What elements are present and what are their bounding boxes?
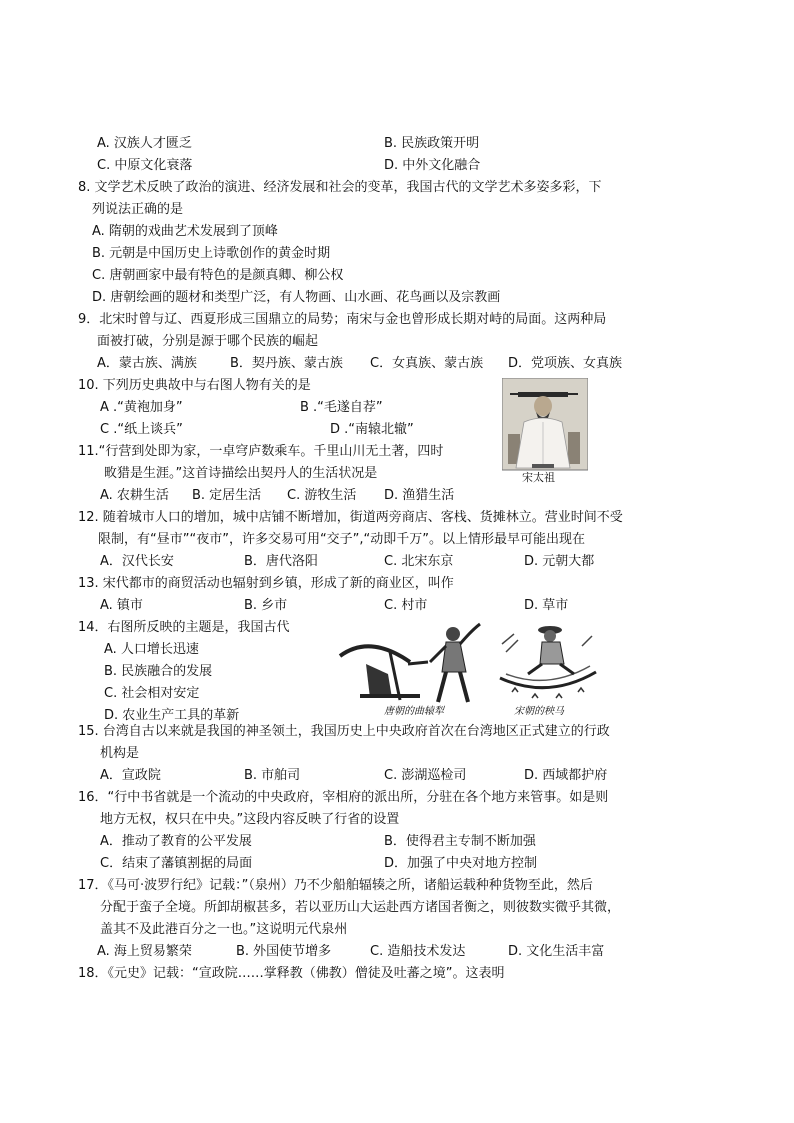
q7-option-d: D. 中外文化融合 [384, 158, 481, 173]
q11-option-d: D. 渔猎生活 [384, 488, 455, 503]
q8-stem-line2: 列说法正确的是 [92, 202, 184, 217]
q8-option-c: C. 唐朝画家中最有特色的是颜真卿、柳公权 [92, 268, 344, 283]
q12-option-d: D. 元朝大都 [524, 554, 595, 569]
q8-option-b: B. 元朝是中国历史上诗歌创作的黄金时期 [92, 246, 331, 261]
q13-stem: 13. 宋代都市的商贸活动也辐射到乡镇，形成了新的商业区，叫作 [78, 576, 454, 591]
q12-stem-line1: 12. 随着城市人口的增加，城中店铺不断增加，街道两旁商店、客栈、货摊林立。营业时间不受 [78, 510, 623, 525]
q14-option-c: C. 社会相对安定 [104, 686, 200, 701]
q14-option-d: D. 农业生产工具的革新 [104, 708, 240, 723]
q10-option-a: A .“黄袍加身” [100, 400, 183, 415]
q9-option-c: C．女真族、蒙古族 [370, 356, 484, 371]
q10-stem: 10. 下列历史典故中与右图人物有关的是 [78, 378, 311, 393]
q14-option-a: A. 人口增长迅速 [104, 642, 199, 657]
q10-option-d: D .“南辕北辙” [330, 422, 414, 437]
q15-stem-line1: 15. 台湾自古以来就是我国的神圣领土，我国历史上中央政府首次在台湾地区正式建立的行政 [78, 724, 610, 739]
q15-option-c: C. 澎湖巡检司 [384, 768, 467, 783]
q13-option-b: B. 乡市 [244, 598, 288, 613]
q16-option-a: A．推动了教育的公平发展 [100, 834, 252, 849]
q15-option-d: D. 西域都护府 [524, 768, 608, 783]
q7-option-c: C. 中原文化衰落 [97, 158, 193, 173]
q15-option-b: B. 市舶司 [244, 768, 301, 783]
q12-option-b: B．唐代洛阳 [244, 554, 318, 569]
q8-stem-line1: 8. 文学艺术反映了政治的演进、经济发展和社会的变革，我国古代的文学艺术多姿多彩，下 [78, 180, 602, 195]
q9-option-a: A．蒙古族、满族 [97, 356, 197, 371]
q8-option-d: D. 唐朝绘画的题材和类型广泛，有人物画、山水画、花鸟画以及宗教画 [92, 290, 501, 305]
q17-stem-line1: 17．《马可·波罗行纪》记载：”（泉州）乃不少船舶辐辏之所，诸船运载种种货物至此，然后 [78, 878, 593, 893]
q17-stem-line3: 盖其不及此港百分之一也。”这说明元代泉州 [100, 922, 348, 937]
q16-option-d: D．加强了中央对地方控制 [384, 856, 538, 871]
q8-option-a: A. 隋朝的戏曲艺术发展到了顶峰 [92, 224, 278, 239]
portrait-caption: 宋太祖 [522, 471, 555, 484]
plow-caption: 唐朝的曲辕犁 [384, 706, 444, 717]
q12-option-c: C. 北宋东京 [384, 554, 454, 569]
q11-option-a: A. 农耕生活 [100, 488, 169, 503]
q16-option-b: B．使得君主专制不断加强 [384, 834, 536, 849]
q13-option-d: D. 草市 [524, 598, 569, 613]
curved-shaft-plow-figure [330, 616, 490, 722]
q10-option-c: C .“纸上谈兵” [100, 422, 183, 437]
q9-stem-line2: 面被打破，分别是源于哪个民族的崛起 [97, 334, 319, 349]
q11-stem-line2: 畋猎是生涯。”这首诗描绘出契丹人的生活状况是 [104, 466, 378, 481]
q17-option-a: A. 海上贸易繁荣 [97, 944, 192, 959]
q9-option-d: D．党项族、女真族 [508, 356, 623, 371]
q10-option-b: B .“毛遂自荐” [300, 400, 383, 415]
q17-option-d: D. 文化生活丰富 [508, 944, 605, 959]
q17-stem-line2: 分配于蛮子全境。所卸胡椒甚多，若以亚历山大运赴西方诸国者衡之，则彼数实微乎其微， [100, 900, 621, 915]
q12-option-a: A．汉代长安 [100, 554, 174, 569]
q12-stem-line2: 限制，有“昼市”“夜市”，许多交易可用“交子”,“动即千万”。以上情形最早可能出现在 [98, 532, 586, 547]
q15-stem-line2: 机构是 [100, 746, 140, 761]
q11-stem-line1: 11.“行营到处即为家，一卓穹庐数乘车。千里山川无土著，四时 [78, 444, 444, 459]
q9-option-b: B．契丹族、蒙古族 [230, 356, 343, 371]
q18-stem: 18．《元史》记载：“宣政院……掌释教（佛教）僧徒及吐蕃之境”。这表明 [78, 966, 505, 981]
q9-stem-line1: 9．北宋时曾与辽、西夏形成三国鼎立的局势；南宋与金也曾形成长期对峙的局面。这两种局 [78, 312, 607, 327]
q11-option-c: C. 游牧生活 [287, 488, 357, 503]
q16-stem-line2: 地方无权，权只在中央。”这段内容反映了行省的设置 [100, 812, 400, 827]
plow-illustration-icon [330, 616, 490, 706]
q17-option-b: B. 外国使节增多 [236, 944, 332, 959]
q13-option-c: C. 村市 [384, 598, 428, 613]
q11-option-b: B. 定居生活 [192, 488, 262, 503]
q16-option-c: C．结束了藩镇割据的局面 [100, 856, 253, 871]
q13-option-a: A. 镇市 [100, 598, 143, 613]
q16-stem-line1: 16．“行中书省就是一个流动的中央政府，宰相府的派出所，分驻在各个地方来管事。如是则 [78, 790, 609, 805]
seedling-horse-illustration-icon [492, 616, 604, 706]
seedling-horse-caption: 宋朝的秧马 [514, 706, 564, 717]
q15-option-a: A．宣政院 [100, 768, 161, 783]
q7-option-a: A. 汉族人才匮乏 [97, 136, 192, 151]
q7-option-b: B. 民族政策开明 [384, 136, 480, 151]
q14-option-b: B. 民族融合的发展 [104, 664, 213, 679]
q17-option-c: C. 造船技术发达 [370, 944, 466, 959]
q14-stem: 14．右图所反映的主题是，我国古代 [78, 620, 290, 635]
rice-seedling-horse-figure [492, 616, 604, 722]
song-taizu-portrait [502, 378, 588, 486]
